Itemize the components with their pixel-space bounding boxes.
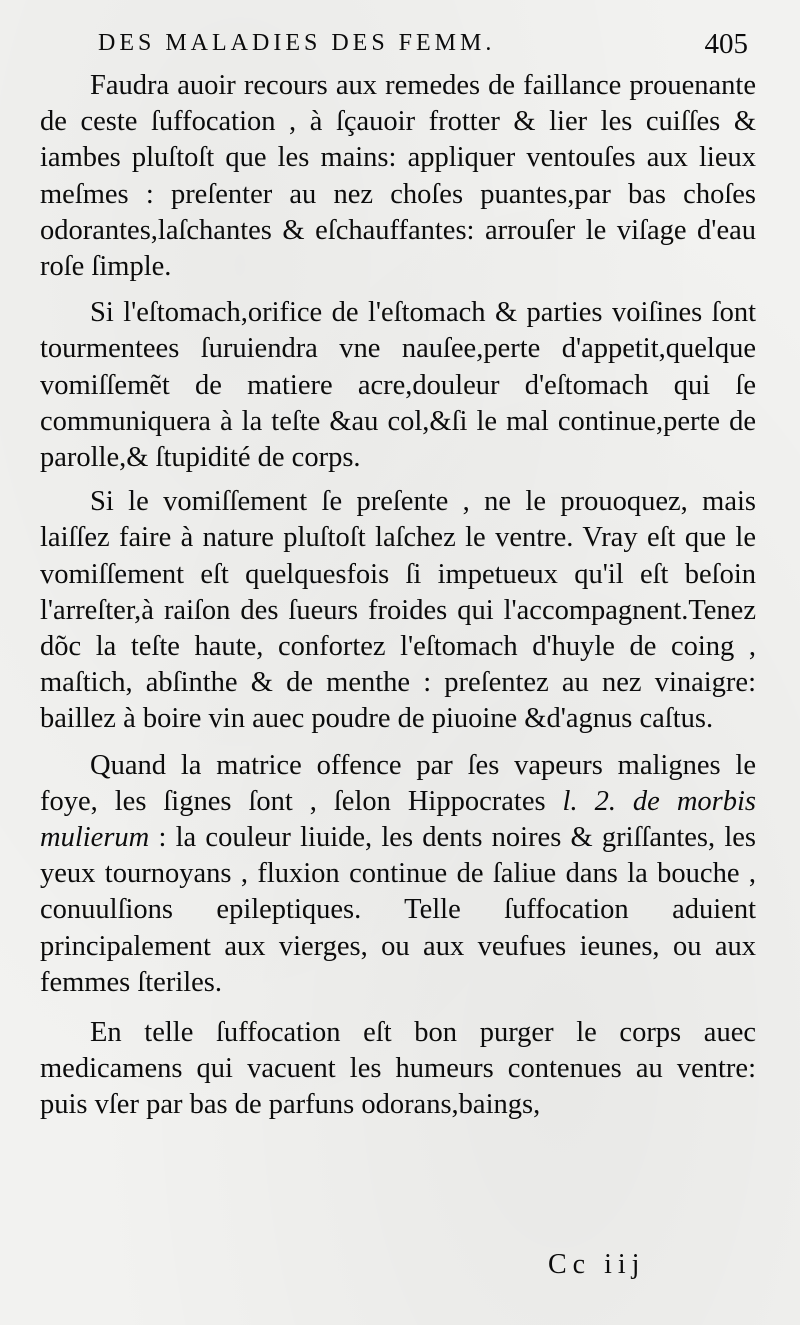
body-text — [40, 68, 756, 1124]
paragraph-5: En telle ſuffocation eſt bon purger le corps auec medicamens qui vacuent les humeurs contenues au ventre: puis vſer par bas de parfuns odorans,baings, — [40, 1017, 756, 1121]
paragraph-4-text-start: Quand la matrice offence par ſes vapeurs malignes le foye, les ſignes ſont , ſelon Hippocrates — [40, 749, 756, 817]
page-number: 405 — [704, 28, 748, 60]
paragraph-1: Faudra auoir recours aux remedes de faillance prouenante de ceste ſuffocation , à ſçauoir frotter & lier les cuiſſes & iambes pluſtoſt que les mains: appliquer ventouſes aux lieux meſmes : preſenter au nez choſes puantes,par bas choſes odorantes,laſchantes & eſchauffantes: arrouſer le viſage d'eau roſe ſimple. — [40, 70, 756, 283]
paragraph-4 — [40, 748, 756, 1001]
paragraph-3: Si le vomiſſement ſe preſente , ne le prouoquez, mais laiſſez faire à nature pluſtoſt laſchez le ventre. Vray eſt que le vomiſſement eſt quelquesfois ſi impetueux qu'il eſt beſoin l'arreſter,à raiſon des ſueurs froides qui l'accompagnent.Tenez dõc la teſte haute, confortez l'eſtomach d'huyle de coing , maſtich, abſinthe & de menthe : preſentez au nez vinaigre: baillez à boire vin auec poudre de piuoine &d'agnus caſtus. — [40, 486, 756, 735]
citation-italic: l. 2. de morbis mulierum — [40, 785, 756, 854]
paragraph-4-text-end: : la couleur liuide, les dents noires & griſſantes, les yeux tournoyans , fluxion continue de ſaliue dans la bouche , conuulſions epileptiques. Telle ſuffocation aduient principalement aux vierges, ou aux veufues ieunes, ou aux femmes ſteriles. — [40, 822, 756, 998]
running-title: DES MALADIES DES FEMM. — [98, 30, 496, 56]
paragraph-2: Si l'eſtomach,orifice de l'eſtomach & parties voiſines ſont tourmentees ſuruiendra vne nauſee,perte d'appetit,quelque vomiſſemẽt de matiere acre,douleur d'eſtomach qui ſe communiquera à la teſte &au col,&ſi le mal continue,perte de parolle,& ſtupidité de corps. — [40, 297, 756, 474]
signature-mark: Cc iij — [548, 1249, 646, 1280]
running-head — [40, 24, 756, 68]
